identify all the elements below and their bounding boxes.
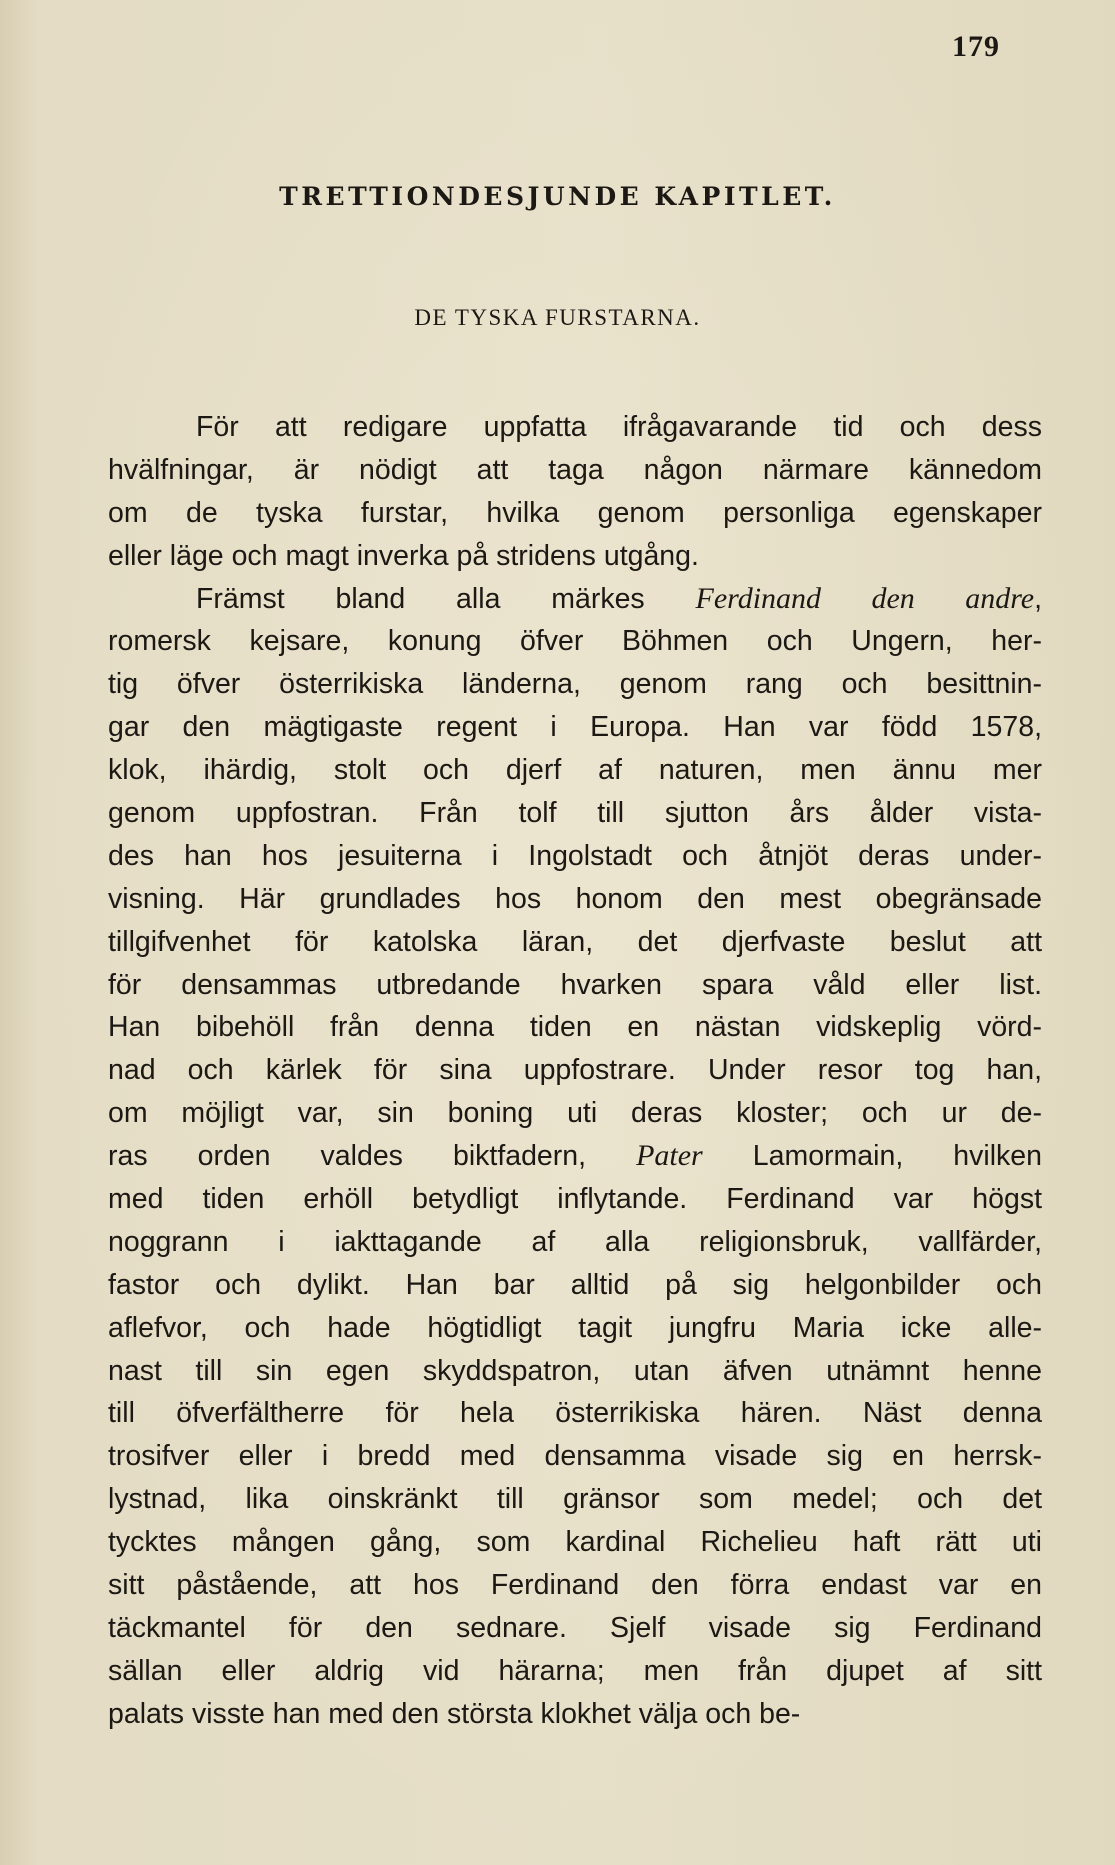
- text-line: klok, ihärdig, stolt och djerf af naturen, men ännu mer: [108, 754, 1042, 787]
- text-line: om möjligt var, sin boning uti deras kloster; och ur de-: [108, 1097, 1042, 1130]
- text-segment: ras orden valdes biktfadern,: [108, 1140, 637, 1173]
- italic-name: Ferdinand den andre: [695, 581, 1035, 615]
- text-line: lystnad, lika oinskränkt till gränsor som medel; och det: [108, 1483, 1042, 1516]
- text-line: tycktes mången gång, som kardinal Richelieu haft rätt uti: [108, 1526, 1042, 1559]
- text-line: täckmantel för den sednare. Sjelf visade sig Ferdinand: [108, 1611, 1042, 1644]
- body-text: [108, 406, 1042, 1736]
- text-segment: ,: [1034, 582, 1042, 615]
- text-line: genom uppfostran. Från tolf till sjutton års ålder vista-: [108, 797, 1042, 830]
- text-line: tillgifvenhet för katolska läran, det djerfvaste beslut att: [108, 925, 1042, 958]
- text-line: [108, 1135, 1042, 1178]
- text-line: För att redigare uppfatta ifrågavarande tid och dess: [196, 411, 1042, 443]
- italic-name: Pater: [636, 1139, 703, 1173]
- text-line: trosifver eller i bredd med densamma visade sig en herrsk-: [108, 1440, 1042, 1473]
- text-line: hvälfningar, är nödigt att taga någon närmare kännedom: [108, 453, 1042, 486]
- text-line: romersk kejsare, konung öfver Böhmen och Ungern, her-: [108, 625, 1042, 658]
- page-number: 179: [952, 30, 1000, 63]
- text-line: gar den mägtigaste regent i Europa. Han var född 1578,: [108, 711, 1042, 744]
- text-line: sällan eller aldrig vid härarna; men från djupet af sitt: [108, 1654, 1042, 1687]
- text-line: fastor och dylikt. Han bar alltid på sig helgonbilder och: [108, 1268, 1042, 1301]
- section-title: DE TYSKA FURSTARNA.: [414, 305, 701, 330]
- text-line: om de tyska furstar, hvilka genom personliga egenskaper: [108, 496, 1042, 529]
- text-line: nast till sin egen skyddspatron, utan äfven utnämnt henne: [108, 1354, 1042, 1387]
- text-line: des han hos jesuiterna i Ingolstadt och åtnjöt deras under-: [108, 839, 1042, 872]
- text-line: till öfverfältherre för hela österrikiska hären. Näst denna: [108, 1397, 1042, 1430]
- text-segment: Främst bland alla märkes: [196, 582, 696, 615]
- text-line: palats visste han med den största klokhet välja och be-: [108, 1697, 801, 1730]
- text-line: med tiden erhöll betydligt inflytande. Ferdinand var högst: [108, 1183, 1042, 1216]
- chapter-title: TRETTIONDESJUNDE KAPITLET.: [279, 182, 836, 211]
- text-line: aflefvor, och hade högtidligt tagit jungfru Maria icke alle-: [108, 1311, 1042, 1344]
- text-line: för densammas utbredande hvarken spara våld eller list.: [108, 968, 1042, 1001]
- text-line: [108, 578, 1042, 621]
- text-line: noggrann i iakttagande af alla religionsbruk, vallfärder,: [108, 1225, 1042, 1258]
- text-line: visning. Här grundlades hos honom den mest obegränsade: [108, 882, 1042, 915]
- text-segment: Lamormain, hvilken: [702, 1140, 1042, 1173]
- text-line: eller läge och magt inverka på stridens utgång.: [108, 539, 699, 572]
- text-line: nad och kärlek för sina uppfostrare. Under resor tog han,: [108, 1054, 1042, 1087]
- text-line: Han bibehöll från denna tiden en nästan vidskeplig vörd-: [108, 1011, 1042, 1044]
- text-line: sitt påstående, att hos Ferdinand den förra endast var en: [108, 1569, 1042, 1602]
- text-line: tig öfver österrikiska länderna, genom rang och besittnin-: [108, 668, 1042, 701]
